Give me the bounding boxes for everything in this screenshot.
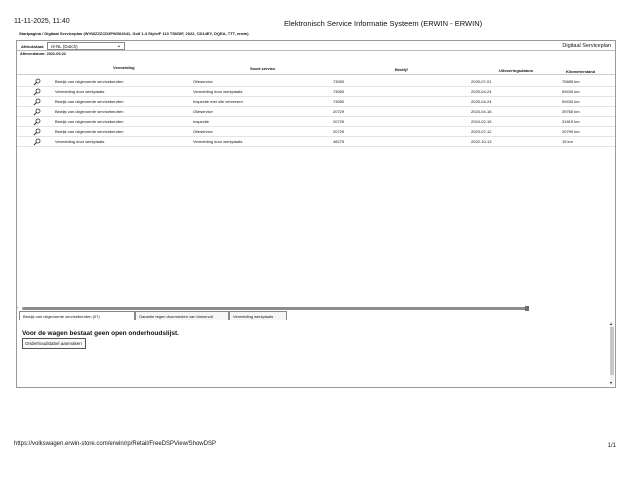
col-header-km[interactable]: Kilometerstand [566, 69, 596, 74]
language-select[interactable] [47, 42, 125, 50]
magnifier-icon[interactable] [33, 118, 41, 126]
table-row[interactable] [17, 87, 615, 97]
chevron-down-icon: ⌄ [116, 43, 121, 49]
scroll-up-icon[interactable]: ▴ [610, 321, 613, 326]
cell-bedrijf: 73050 [333, 89, 345, 94]
print-date: 11-11-2025, 11:40 [14, 18, 70, 25]
table-row[interactable] [17, 107, 615, 117]
cell-km: 39765 km [562, 109, 580, 114]
cell-km: 75685 km [562, 79, 580, 84]
cell-bedrijf: 73050 [333, 79, 345, 84]
language-value: nl-NL (Dutch) [51, 44, 78, 49]
delivery-date: Afleverdatum: 2022-09-22 [20, 52, 67, 56]
footer-page-number: 1/1 [607, 443, 616, 449]
toolbar [17, 41, 615, 51]
magnifier-icon[interactable] [33, 138, 41, 146]
scroll-down-icon[interactable]: ▾ [610, 380, 613, 385]
magnifier-icon[interactable] [33, 108, 41, 116]
cell-datum: 2022-10-13 [471, 139, 492, 144]
no-open-maintenance-message: Voor de wagen bestaat geen open onderhoudslijst. [22, 330, 179, 337]
col-header-soort[interactable]: Soort service [250, 66, 276, 71]
cell-datum: 2024-02-15 [471, 119, 492, 124]
cell-km: 59430 km [562, 99, 580, 104]
create-maintenance-table-button[interactable]: Onderhoudstabel aanmaken [22, 338, 86, 349]
cell-soort: Vermelding door werkplaats [193, 139, 243, 144]
cell-soort: Inspectie met olie verversen [193, 99, 243, 104]
cell-soort: Olieservice [193, 109, 213, 114]
magnifier-icon[interactable] [33, 88, 41, 96]
cell-bedrijf: 20729 [333, 119, 345, 124]
vertical-scrollbar-thumb[interactable] [610, 327, 614, 375]
tab-garantie[interactable]: Garantie tegen doorroesten van binnenuit [135, 311, 229, 320]
cell-datum: 2024-04-16 [471, 109, 492, 114]
cell-bedrijf: 48275 [333, 139, 345, 144]
table-row[interactable] [17, 137, 615, 147]
panel-title: Digitaal Serviceplan [562, 43, 611, 49]
magnifier-icon[interactable] [33, 78, 41, 86]
cell-km: 31819 km [562, 119, 580, 124]
col-header-uitvoering[interactable]: Uitvoeringsdatum [499, 68, 534, 73]
cell-bedrijf: 73050 [333, 99, 345, 104]
cell-bedrijf: 20729 [333, 109, 345, 114]
cell-datum: 2025-04-24 [471, 89, 492, 94]
service-plan-panel [16, 40, 616, 388]
scroll-left-icon[interactable]: ‹ [17, 305, 19, 311]
table-header [17, 59, 615, 75]
table-row[interactable] [17, 97, 615, 107]
tab-servicebeurten[interactable]: Bewijs van uitgevoerde servicebeurten (07) [19, 311, 135, 320]
cell-bedrijf: 20729 [333, 129, 345, 134]
breadcrumb[interactable]: Startpagina / Digitaal Serviceplan (WVWZZZCD3PW302641, Golf 1.4 Style/F 110 TSI/DIF, 2022, CD14EY, DQEA, TTT, erwin) [19, 31, 249, 36]
table-row[interactable] [17, 117, 615, 127]
horizontal-scrollbar[interactable] [22, 307, 529, 310]
table-row[interactable] [17, 77, 615, 87]
magnifier-icon[interactable] [33, 128, 41, 136]
cell-km: 20799 km [562, 129, 580, 134]
cell-soort: Vermelding door werkplaats [193, 89, 243, 94]
cell-vermelding: Bewijs van uitgevoerde servicebeurten [55, 79, 124, 84]
cell-datum: 2025-04-24 [471, 99, 492, 104]
cell-vermelding: Bewijs van uitgevoerde servicebeurten [55, 109, 124, 114]
cell-soort: Olieservice [193, 79, 213, 84]
language-label: Afdrukstaal: [21, 44, 45, 49]
horizontal-scrollbar-end[interactable] [525, 306, 529, 311]
cell-soort: Olieservice [193, 129, 213, 134]
cell-km: 15 km [562, 139, 573, 144]
table-row[interactable] [17, 127, 615, 137]
magnifier-icon[interactable] [33, 98, 41, 106]
cell-datum: 2025-07-01 [471, 79, 492, 84]
vertical-scrollbar[interactable] [610, 321, 614, 385]
tab-vermelding-werkplaats[interactable]: Vermelding werkplaats [229, 311, 287, 320]
cell-vermelding: Bewijs van uitgevoerde servicebeurten [55, 129, 124, 134]
cell-vermelding: Bewijs van uitgevoerde servicebeurten [55, 119, 124, 124]
cell-datum: 2023-07-12 [471, 129, 492, 134]
footer-url: https://volkswagen.erwin-store.com/erwin/rp/Retail/FreeDSPView/ShowDSP [14, 441, 216, 447]
cell-vermelding: Bewijs van uitgevoerde servicebeurten [55, 99, 124, 104]
print-header [14, 18, 626, 30]
cell-vermelding: Vermelding door werkplaats [55, 139, 105, 144]
col-header-vermelding[interactable]: Vermelding [113, 65, 135, 70]
cell-km: 59430 km [562, 89, 580, 94]
cell-vermelding: Vermelding door werkplaats [55, 89, 105, 94]
col-header-bedrijf[interactable]: Bedrijf [395, 67, 408, 72]
cell-soort: Inspectie [193, 119, 210, 124]
print-title: Elektronisch Service Informatie Systeem (ERWIN - ERWIN) [284, 19, 483, 28]
